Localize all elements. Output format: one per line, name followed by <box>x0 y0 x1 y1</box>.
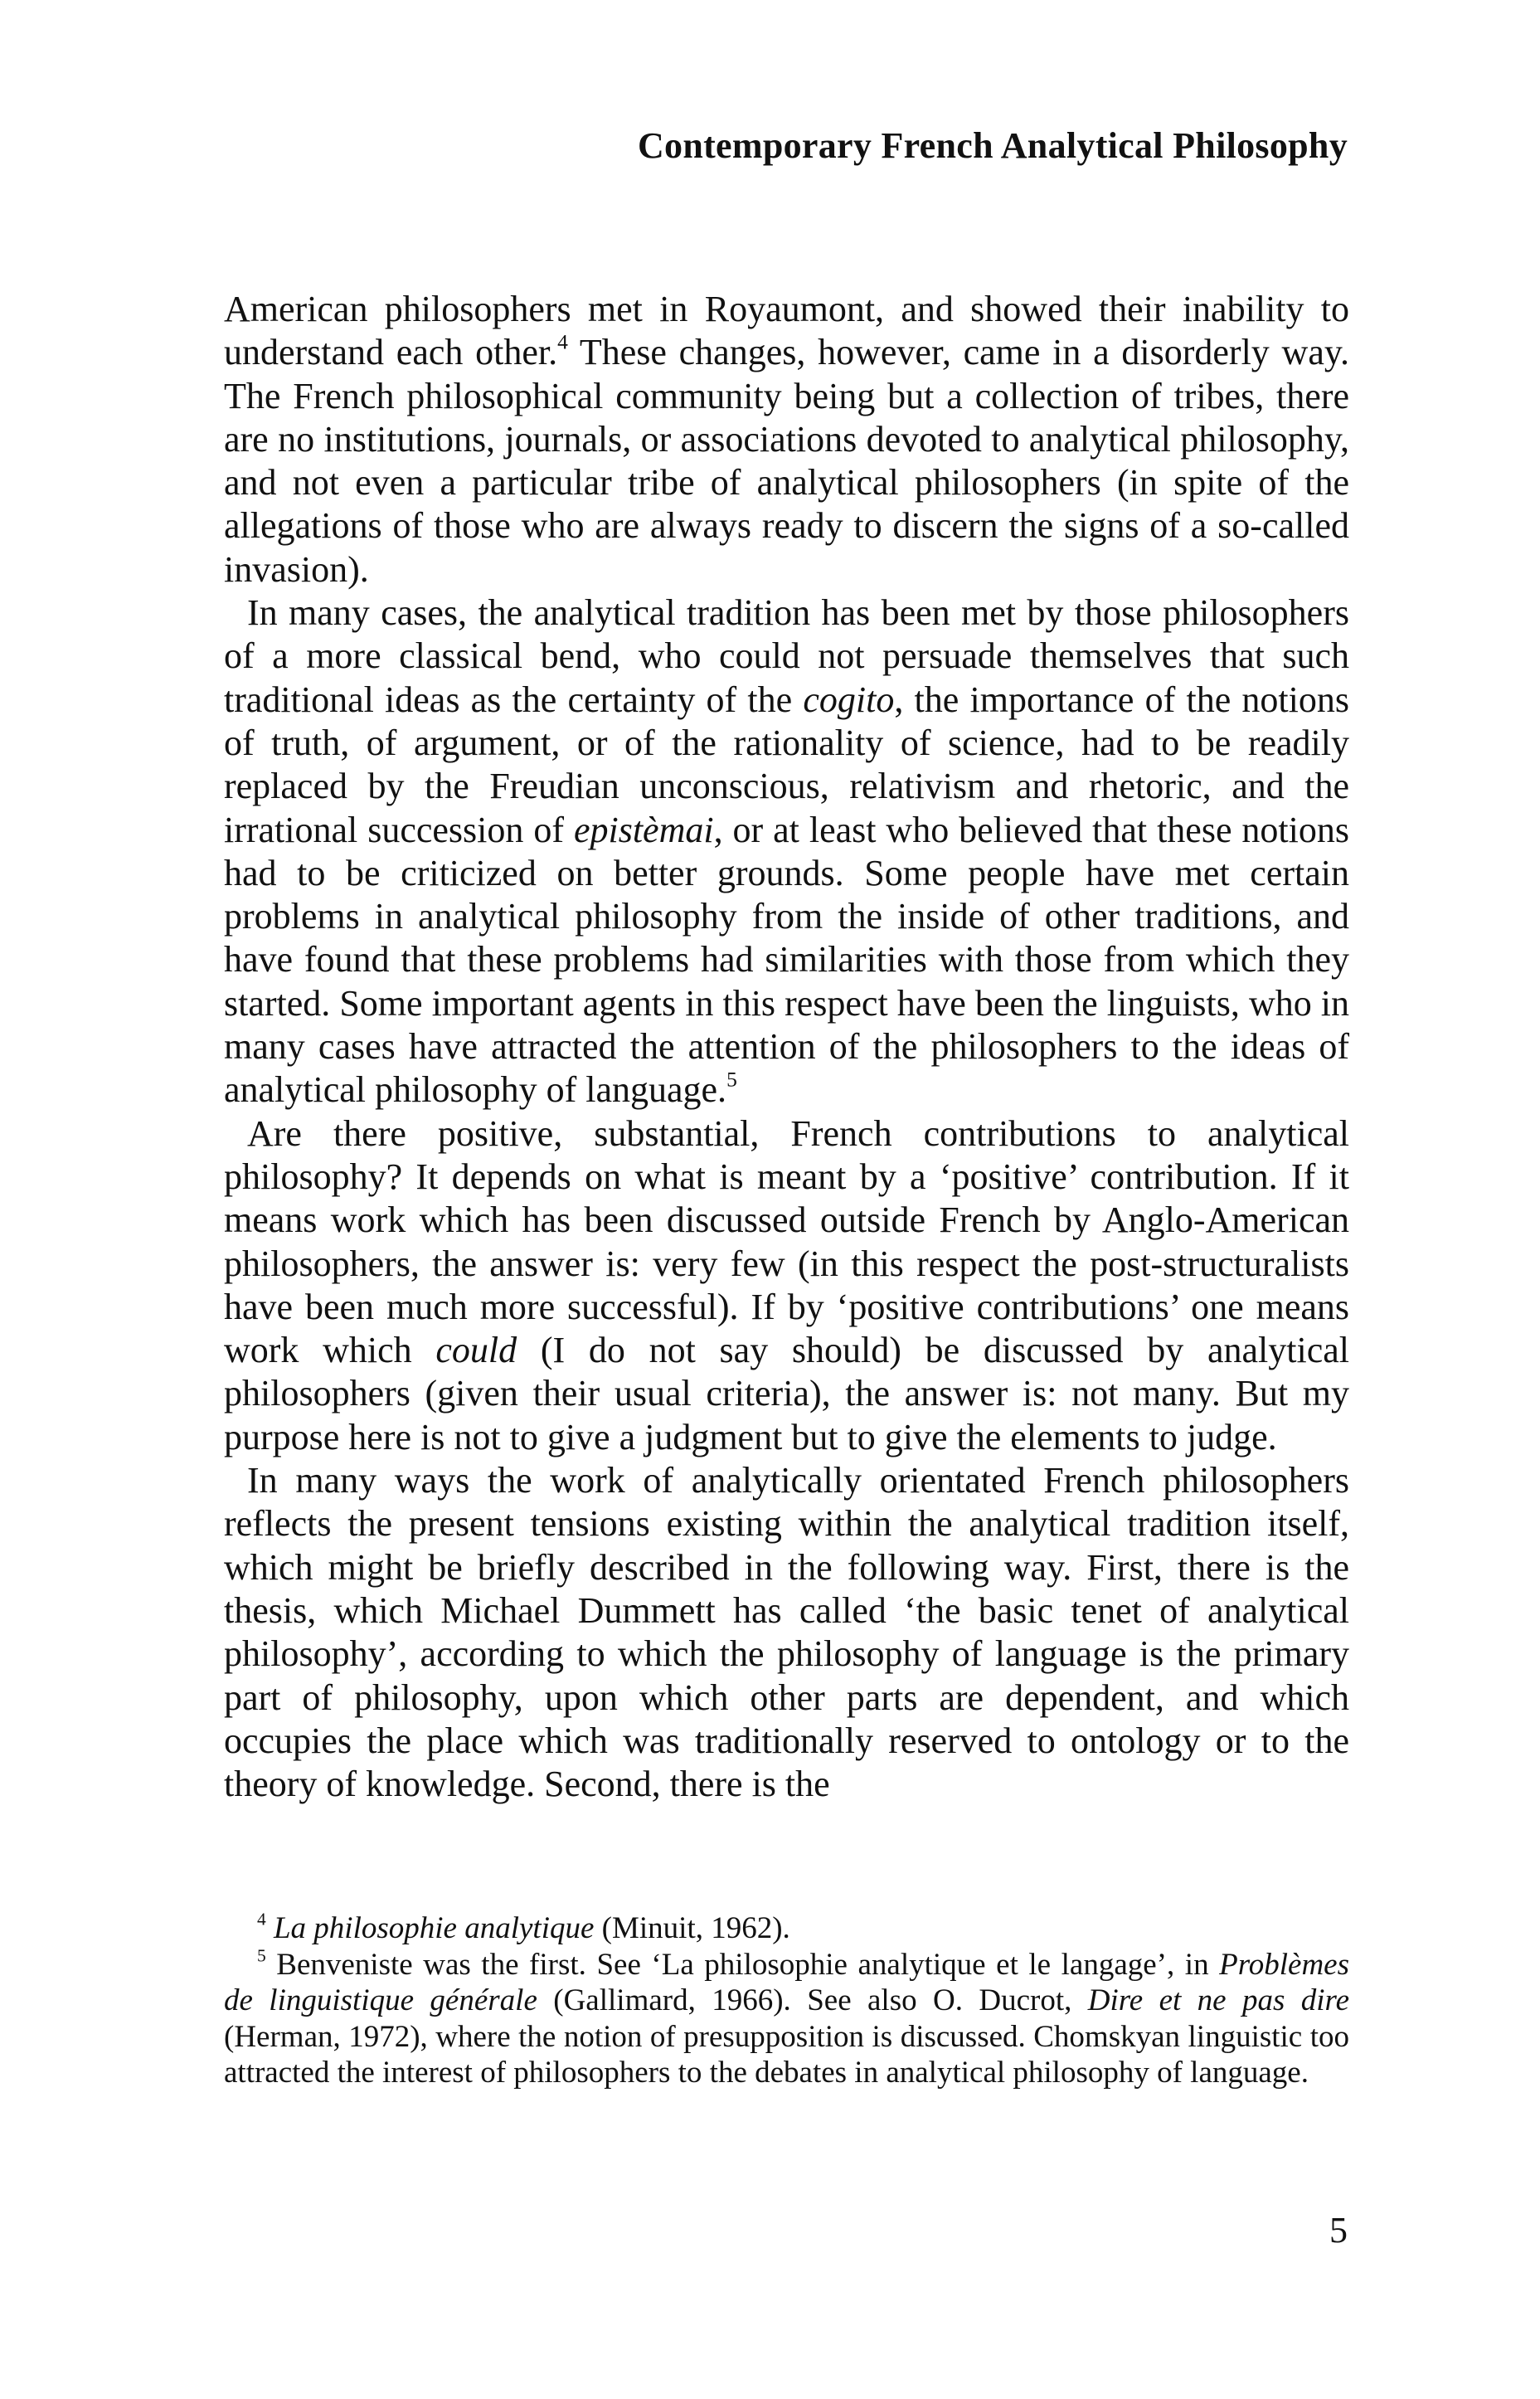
running-title: Contemporary French Analytical Philosophy <box>637 125 1348 166</box>
epistemai-term: epistèmai <box>573 809 714 850</box>
footnote-4-marker: 4 <box>257 1909 266 1929</box>
footnote-4 <box>224 1910 1349 1947</box>
footnote-4-rest: (Minuit, 1962). <box>594 1911 790 1945</box>
could-emphasis: could <box>435 1330 517 1371</box>
body-text <box>224 288 1349 1806</box>
footnotes <box>224 1910 1349 2091</box>
paragraph-3-text-b: (I do not say should) be discussed by analytical philosophers (given their usual criteria), the answer is: not many. But my purpose here is not to give a judgment but to give the elements to judge. <box>224 1330 1349 1457</box>
footnote-ref-4: 4 <box>557 329 568 354</box>
footnote-5-text-c: (Herman, 1972), where the notion of presupposition is discussed. Chomskyan linguistic too attracted the interest of philosophers to the debates in analytical philosophy of language. <box>224 2019 1349 2090</box>
footnote-5-title-1: Problèmes de linguistique générale <box>224 1947 1349 2018</box>
paragraph-4: In many ways the work of analytically orientated French philosophers reflects the present tensions existing within the analytical tradition itself, which might be briefly described in the following way. First, there is the thesis, which Michael Dummett has called ‘the basic tenet of analytical philosophy’, according to which the philosophy of language is the primary part of philosophy, upon which other parts are dependent, and which occupies the place which was traditionally reserved to ontology or to the theory of knowledge. Second, there is the <box>224 1460 1349 1805</box>
footnote-5-marker: 5 <box>257 1945 266 1966</box>
paragraph-2-text-c: , or at least who believed that these notions had to be criticized on better grounds. Some people have met certain problems in analytical philosophy from the inside of other traditions, and have found that these problems had similarities with those from which they started. Some important agents in this respect have been the linguists, who in many cases have attracted the attention of the philosophers to the ideas of analytical philosophy of language. <box>224 809 1349 1111</box>
footnote-ref-5: 5 <box>726 1067 737 1092</box>
paragraph-1 <box>224 288 1349 591</box>
paragraph-3-text-a: Are there positive, substantial, French contributions to analytical philosophy? It depends on what is meant by a ‘positive’ contribution. If it means work which has been discussed outside French by Anglo-American philosophers, the answer is: very few (in this respect the post-structuralists have been much more successful). If by ‘positive contributions’ one means work which <box>224 1112 1349 1371</box>
page-number: 5 <box>1329 2210 1348 2251</box>
paragraph-2 <box>224 591 1349 1112</box>
footnote-5-text-a: Benveniste was the first. See ‘La philosophie analytique et le langage’, in <box>265 1947 1220 1982</box>
footnote-4-title: La philosophie analytique <box>273 1911 595 1945</box>
paragraph-3 <box>224 1112 1349 1459</box>
cogito-term: cogito <box>803 679 895 720</box>
paragraph-1-text: American philosophers met in Royaumont, and showed their inability to understand each other. <box>224 289 1349 373</box>
footnote-5 <box>224 1947 1349 2091</box>
paragraph-2-text-a: In many cases, the analytical tradition has been met by those philosophers of a more classical bend, who could not persuade themselves that such traditional ideas as the certainty of the <box>224 592 1349 720</box>
paragraph-1-rest: These changes, however, came in a disorderly way. The French philosophical community being but a collection of tribes, there are no institutions, journals, or associations devoted to analytical philosophy, and not even a particular tribe of analytical philosophers (in spite of the allegations of those who are always ready to discern the signs of a so-called invasion). <box>224 332 1349 590</box>
footnote-5-text-b: (Gallimard, 1966). See also O. Ducrot, <box>537 1983 1088 2018</box>
paragraph-2-text-b: , the importance of the notions of truth, of argument, or of the rationality of science, had to be readily replaced by the Freudian unconscious, relativism and rhetoric, and the irrational succession of <box>224 679 1350 850</box>
footnote-5-title-2: Dire et ne pas dire <box>1087 1983 1350 2018</box>
